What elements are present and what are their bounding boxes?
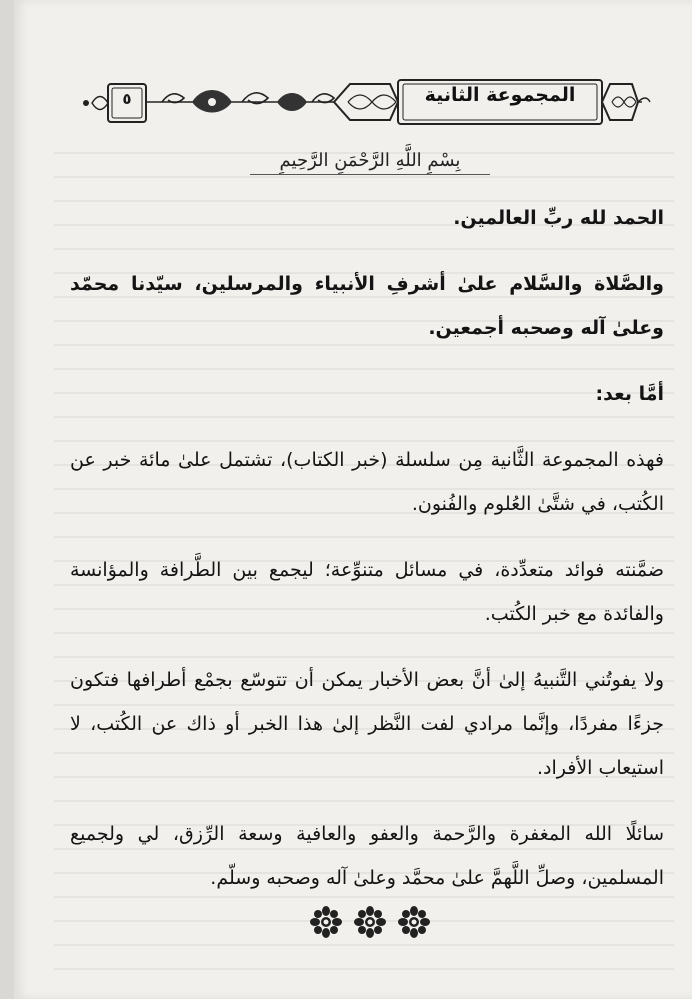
page-number: ٥ [122, 90, 132, 108]
flower-ornament-icon [354, 906, 386, 938]
section-title: المجموعة الثانية [424, 84, 576, 106]
paragraph-supplication: سائلًا الله المغفرة والرَّحمة والعفو والعافية وسعة الرِّزق، لي ولجميع المسلمين، وصلِّ اللَّهمَّ علىٰ محمَّد وعلىٰ آله وصحبه وسلّم. [70, 823, 664, 889]
basmala: بِسْمِ اللَّهِ الرَّحْمَنِ الرَّحِيمِ [279, 150, 461, 171]
paragraph-note: ولا يفوتُني التَّنبيهُ إلىٰ أنَّ بعض الأخبار يمكن أن تتوسّع بجمْع أطرافها فتكون جزءًا مفردًا، وإنَّما مرادي لفت النَّظر إلىٰ هذا الخبر أو ذاك عن الكُتب، لا استيعاب الأفراد. [70, 669, 664, 779]
paragraph-praise: الحمد لله ربِّ العالمين. [453, 207, 664, 229]
basmala-underline [250, 174, 490, 175]
paragraph-salutation: والصَّلاة والسَّلام علىٰ أشرفِ الأنبياء والمرسلين، سيّدنا محمّد وعلىٰ آله وصحبه أجمعين. [70, 273, 664, 339]
paragraph-contents: ضمَّنته فوائد متعدِّدة، في مسائل متنوِّعة؛ ليجمع بين الطَّرافة والمؤانسة والفائدة مع خبر الكُتب. [70, 559, 664, 625]
body-text [70, 196, 664, 922]
flower-ornament-icon [398, 906, 430, 938]
paragraph-intro: فهذه المجموعة الثَّانية مِن سلسلة (خبر الكتاب)، تشتمل علىٰ مائة خبر عن الكُتب، في شتَّىٰ العُلوم والفُنون. [70, 449, 664, 515]
flower-ornament-icon [310, 906, 342, 938]
paragraph-amma-baad: أمَّا بعد: [595, 383, 664, 405]
page-header [72, 70, 652, 130]
book-page [14, 0, 692, 999]
closing-ornaments [310, 905, 430, 939]
